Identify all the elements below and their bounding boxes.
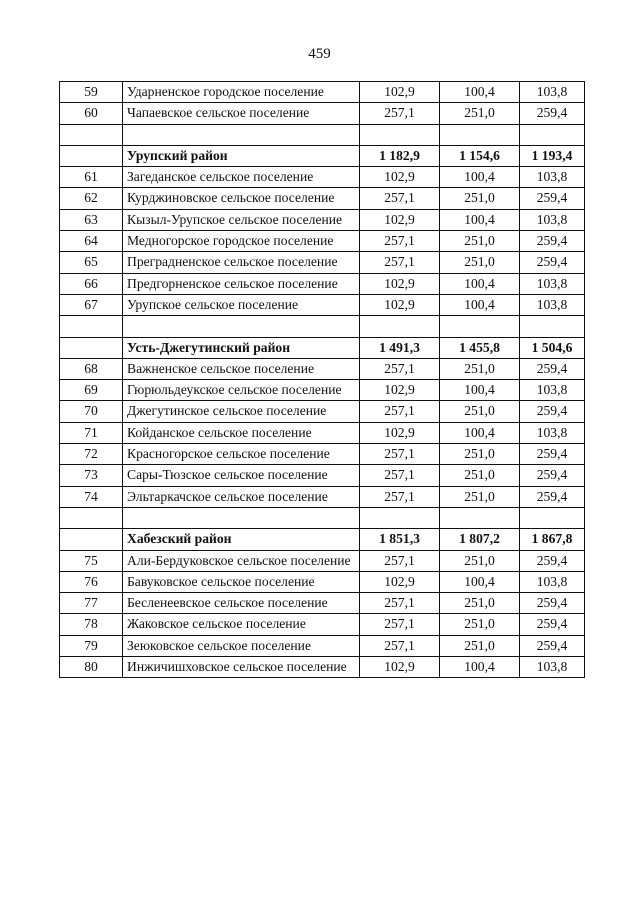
value-col-2: 100,4 [440,294,520,315]
value-col-3: 259,4 [520,550,585,571]
value-col-3: 259,4 [520,593,585,614]
table-row [60,657,585,678]
value-col-1: 257,1 [360,252,440,273]
empty-cell [360,507,440,528]
table-row [60,82,585,103]
district-name: Урупский район [123,145,360,166]
district-row [60,337,585,358]
settlement-name: Гюрюльдеукское сельское поселение [123,380,360,401]
value-col-2: 100,4 [440,571,520,592]
settlement-name: Сары-Тюзское сельское поселение [123,465,360,486]
table-row [60,486,585,507]
table-row [60,252,585,273]
settlement-name: Загеданское сельское поселение [123,167,360,188]
table-row [60,465,585,486]
value-col-1: 257,1 [360,486,440,507]
value-col-2: 100,4 [440,167,520,188]
value-col-2: 251,0 [440,593,520,614]
value-col-2: 251,0 [440,188,520,209]
value-col-1: 102,9 [360,657,440,678]
table-row [60,103,585,124]
row-number [60,529,123,550]
value-col-2: 100,4 [440,82,520,103]
value-col-2: 100,4 [440,657,520,678]
value-col-1: 257,1 [360,231,440,252]
value-col-2: 251,0 [440,252,520,273]
table-row [60,273,585,294]
row-number: 63 [60,209,123,230]
value-col-2: 251,0 [440,486,520,507]
value-col-3: 103,8 [520,657,585,678]
empty-cell [520,507,585,528]
value-col-1: 257,1 [360,635,440,656]
table-row [60,358,585,379]
value-col-1: 102,9 [360,82,440,103]
row-number: 65 [60,252,123,273]
settlement-name: Бавуковское сельское поселение [123,571,360,592]
table-row [60,380,585,401]
empty-cell [360,316,440,337]
table-row [60,294,585,315]
row-number [60,337,123,358]
row-number: 71 [60,422,123,443]
table-row [60,422,585,443]
value-col-1: 257,1 [360,358,440,379]
value-col-3: 103,8 [520,422,585,443]
settlement-name: Эльтаркачское сельское поселение [123,486,360,507]
value-col-3: 259,4 [520,252,585,273]
row-number: 79 [60,635,123,656]
value-col-3: 1 867,8 [520,529,585,550]
value-col-3: 103,8 [520,571,585,592]
settlement-name: Жаковское сельское поселение [123,614,360,635]
table-row [60,231,585,252]
row-number: 76 [60,571,123,592]
value-col-1: 102,9 [360,422,440,443]
value-col-1: 257,1 [360,593,440,614]
row-number: 61 [60,167,123,188]
settlement-name: Чапаевское сельское поселение [123,103,360,124]
empty-cell [440,507,520,528]
value-col-1: 102,9 [360,571,440,592]
empty-cell [520,316,585,337]
value-col-2: 251,0 [440,465,520,486]
table-row [60,614,585,635]
value-col-3: 259,4 [520,635,585,656]
value-col-2: 251,0 [440,231,520,252]
row-number: 78 [60,614,123,635]
value-col-3: 103,8 [520,273,585,294]
settlement-name: Койданское сельское поселение [123,422,360,443]
row-number: 62 [60,188,123,209]
blank-row [60,507,585,528]
settlement-name: Преградненское сельское поселение [123,252,360,273]
empty-cell [60,316,123,337]
value-col-3: 259,4 [520,465,585,486]
district-row [60,529,585,550]
row-number: 72 [60,444,123,465]
value-col-1: 102,9 [360,273,440,294]
value-col-1: 257,1 [360,444,440,465]
settlement-name: Урупское сельское поселение [123,294,360,315]
value-col-2: 251,0 [440,614,520,635]
settlement-name: Бесленеевское сельское поселение [123,593,360,614]
row-number: 66 [60,273,123,294]
value-col-1: 1 491,3 [360,337,440,358]
value-col-2: 1 455,8 [440,337,520,358]
value-col-1: 257,1 [360,465,440,486]
row-number: 80 [60,657,123,678]
value-col-3: 103,8 [520,380,585,401]
value-col-1: 257,1 [360,401,440,422]
value-col-2: 1 154,6 [440,145,520,166]
value-col-3: 103,8 [520,209,585,230]
settlement-name: Али-Бердуковское сельское поселение [123,550,360,571]
value-col-3: 259,4 [520,231,585,252]
row-number: 77 [60,593,123,614]
value-col-1: 102,9 [360,380,440,401]
row-number: 60 [60,103,123,124]
value-col-3: 259,4 [520,358,585,379]
value-col-1: 102,9 [360,167,440,188]
value-col-1: 257,1 [360,550,440,571]
value-col-3: 103,8 [520,294,585,315]
settlement-name: Ударненское городское поселение [123,82,360,103]
empty-cell [360,124,440,145]
settlement-name: Медногорское городское поселение [123,231,360,252]
value-col-3: 259,4 [520,444,585,465]
empty-cell [60,507,123,528]
empty-cell [123,124,360,145]
empty-cell [440,316,520,337]
table-body [60,82,585,678]
settlement-name: Джегутинское сельское поселение [123,401,360,422]
row-number: 70 [60,401,123,422]
value-col-2: 251,0 [440,103,520,124]
value-col-1: 257,1 [360,188,440,209]
table-row [60,635,585,656]
row-number: 69 [60,380,123,401]
table-row [60,209,585,230]
value-col-2: 251,0 [440,550,520,571]
value-col-1: 257,1 [360,103,440,124]
row-number: 73 [60,465,123,486]
empty-cell [60,124,123,145]
row-number: 68 [60,358,123,379]
blank-row [60,316,585,337]
table-row [60,444,585,465]
settlement-name: Кызыл-Урупское сельское поселение [123,209,360,230]
value-col-2: 251,0 [440,635,520,656]
value-col-2: 1 807,2 [440,529,520,550]
row-number: 67 [60,294,123,315]
table-row [60,401,585,422]
value-col-3: 259,4 [520,103,585,124]
empty-cell [123,316,360,337]
district-name: Хабезский район [123,529,360,550]
value-col-3: 259,4 [520,401,585,422]
value-col-1: 257,1 [360,614,440,635]
district-row [60,145,585,166]
value-col-3: 259,4 [520,614,585,635]
settlement-name: Предгорненское сельское поселение [123,273,360,294]
value-col-3: 1 504,6 [520,337,585,358]
blank-row [60,124,585,145]
value-col-1: 1 851,3 [360,529,440,550]
value-col-2: 100,4 [440,273,520,294]
value-col-1: 102,9 [360,209,440,230]
value-col-3: 259,4 [520,486,585,507]
empty-cell [520,124,585,145]
table-row [60,167,585,188]
settlement-name: Важненское сельское поселение [123,358,360,379]
value-col-1: 1 182,9 [360,145,440,166]
settlement-name: Зеюковское сельское поселение [123,635,360,656]
value-col-2: 251,0 [440,444,520,465]
value-col-3: 103,8 [520,167,585,188]
row-number: 74 [60,486,123,507]
district-name: Усть-Джегутинский район [123,337,360,358]
row-number: 59 [60,82,123,103]
row-number: 64 [60,231,123,252]
table-row [60,571,585,592]
value-col-3: 103,8 [520,82,585,103]
table-row [60,550,585,571]
empty-cell [440,124,520,145]
budget-table [59,81,585,678]
table-row [60,188,585,209]
empty-cell [123,507,360,528]
settlement-name: Красногорское сельское поселение [123,444,360,465]
value-col-2: 100,4 [440,209,520,230]
value-col-3: 259,4 [520,188,585,209]
table-row [60,593,585,614]
settlement-name: Инжичишховское сельское поселение [123,657,360,678]
value-col-2: 251,0 [440,401,520,422]
row-number: 75 [60,550,123,571]
row-number [60,145,123,166]
value-col-3: 1 193,4 [520,145,585,166]
page-number: 459 [308,46,331,62]
settlement-name: Курджиновское сельское поселение [123,188,360,209]
value-col-2: 100,4 [440,422,520,443]
value-col-2: 100,4 [440,380,520,401]
value-col-2: 251,0 [440,358,520,379]
value-col-1: 102,9 [360,294,440,315]
